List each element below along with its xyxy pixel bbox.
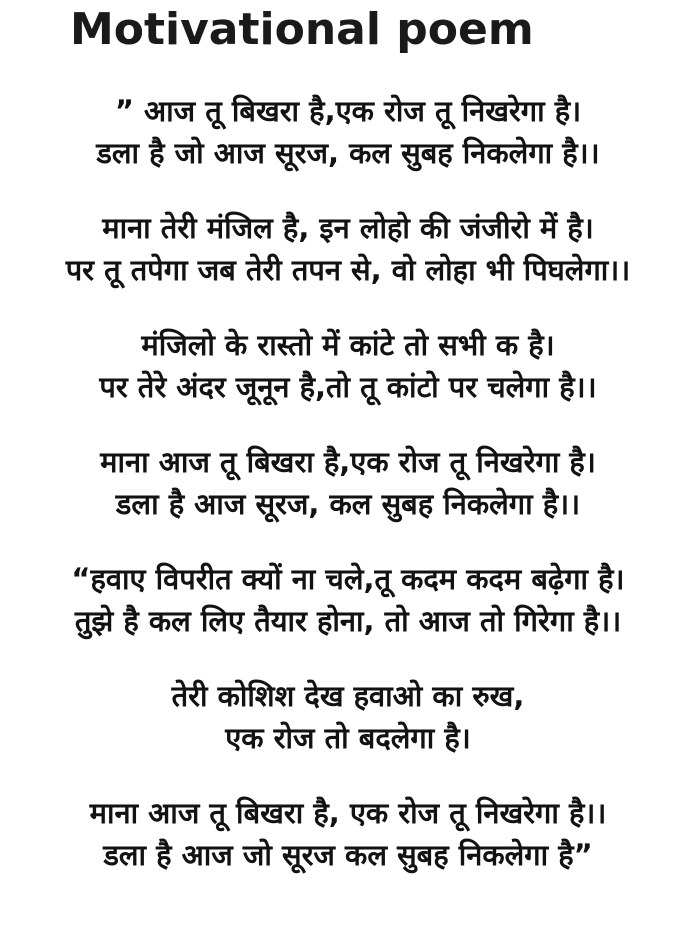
stanza-6 bbox=[0, 675, 696, 759]
poem-line: तुझे है कल लिए तैयार होना, तो आज तो गिरेगा है।। bbox=[74, 604, 622, 638]
poem-line: “हवाए विपरीत क्यों ना चले,तू कदम कदम बढ़ेगा है। bbox=[71, 562, 625, 596]
stanza-4 bbox=[0, 441, 696, 525]
poem-line: एक रोज तो बदलेगा है। bbox=[225, 721, 471, 755]
stanza-1 bbox=[0, 90, 696, 174]
poem-body bbox=[0, 90, 696, 876]
stanza-3 bbox=[0, 324, 696, 408]
poem-line: माना आज तू बिखरा है, एक रोज तू निखरेगा है।। bbox=[89, 796, 607, 830]
poem-line: मंजिलो के रास्तो में कांटे तो सभी क है। bbox=[141, 328, 555, 362]
stanza-2 bbox=[0, 207, 696, 291]
poem-line: तेरी कोशिश देख हवाओ का रुख, bbox=[171, 679, 525, 713]
poem-line: माना तेरी मंजिल है, इन लोहो की जंजीरो में है। bbox=[102, 211, 594, 245]
poem-line: पर तू तपेगा जब तेरी तपन से, वो लोहा भी पिघलेगा।। bbox=[65, 253, 631, 287]
poem-line: माना आज तू बिखरा है,एक रोज तू निखरेगा है। bbox=[100, 445, 596, 479]
stanza-7 bbox=[0, 792, 696, 876]
poem-line: डला है जो आज सूरज, कल सुबह निकलेगा है।। bbox=[96, 136, 600, 170]
poem-line: पर तेरे अंदर जूनून है,तो तू कांटो पर चलेगा है।। bbox=[99, 370, 597, 404]
poem-line: ” आज तू बिखरा है,एक रोज तू निखरेगा है। bbox=[114, 94, 582, 128]
poem-line: डला है आज सूरज, कल सुबह निकलेगा है।। bbox=[115, 487, 581, 521]
stanza-5 bbox=[0, 558, 696, 642]
page-title: Motivational poem bbox=[70, 4, 534, 55]
poem-line: डला है आज जो सूरज कल सुबह निकलेगा है” bbox=[103, 838, 593, 872]
